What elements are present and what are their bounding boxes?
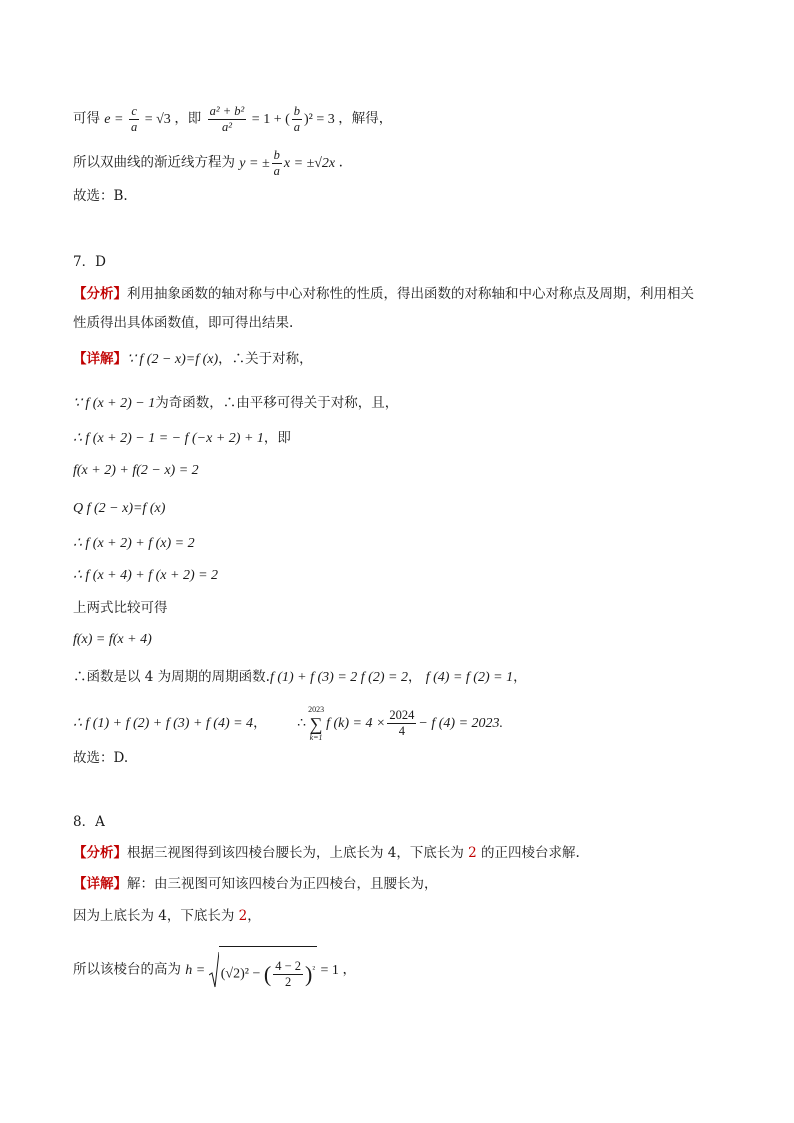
q8-detail-line-2 xyxy=(73,906,261,926)
q8-heading: 8．A xyxy=(73,814,105,830)
radical-sign-icon xyxy=(209,951,219,989)
q8-analysis-red: 2 xyxy=(468,845,477,861)
q6-answer: 故选：B. xyxy=(73,188,128,204)
q7-analysis-tag: 【分析】 xyxy=(73,286,127,302)
q7-d3-math: ∴ f (x + 2) − 1 = − f (−x + 2) + 1 xyxy=(73,431,264,446)
q6-frac-den: a xyxy=(130,120,138,134)
q6-frac-den2: a² xyxy=(221,120,232,134)
q7-detail-line-7 xyxy=(73,565,218,586)
q8-rad-inner: (√2)² − xyxy=(220,966,261,982)
q7-d6-math: ∴ f (x + 2) + f (x) = 2 xyxy=(73,536,195,551)
q8-line2-b: ， xyxy=(247,908,261,924)
q6-eccentricity-formula xyxy=(104,104,174,134)
q7-sigma-bottom: k=1 xyxy=(309,732,323,742)
q7-d10-text-b: ， xyxy=(407,669,422,685)
q7-d10-math-a: f (1) + f (3) = 2 f (2) = 2 xyxy=(269,670,408,685)
q7-sigma-symbol: ∑ xyxy=(309,713,323,734)
q7-sum-therefore: ∴ xyxy=(297,716,307,731)
q7-d3-text: ，即 xyxy=(263,430,291,446)
q6-asymptote-formula xyxy=(239,148,338,178)
q8-detail-text-1: 解：由三视图可知该四棱台为正四棱台，且腰长为， xyxy=(127,876,438,892)
q6-e-eq: e = xyxy=(104,111,124,127)
q8-detail-tag: 【详解】 xyxy=(73,876,127,892)
q7-detail-line-11 xyxy=(73,703,503,744)
q7-d10-text-c: ， xyxy=(513,669,527,685)
q8-paren-left: ( xyxy=(263,961,272,987)
q8-height-formula xyxy=(185,958,342,989)
q7-d2-math: ∵ f (x + 2) − 1 xyxy=(73,396,156,411)
q6-ratio-formula xyxy=(206,104,339,134)
q8-line2-a: 因为上底长为 4，下底长为 xyxy=(73,908,239,924)
q6-eq-rest2: )² = 3 xyxy=(304,111,335,127)
q6-text-mid: ，即 xyxy=(174,110,202,127)
q6-line-1 xyxy=(73,104,392,135)
q6-x-sqrt2: x = ±√2x xyxy=(283,155,336,171)
q7-sum-formula xyxy=(297,704,504,742)
q7-d7-math: ∴ f (x + 4) + f (x + 2) = 2 xyxy=(73,568,219,583)
q6-asymptote-text: 所以双曲线的渐近线方程为 xyxy=(73,154,235,171)
q7-frac-den: 4 xyxy=(398,724,406,739)
q7-d1-math: ∵ f (2 − x)=f (x) xyxy=(127,352,219,367)
q7-sum-body: f (k) = 4 × xyxy=(326,716,386,731)
q6-text: 可得 xyxy=(73,110,100,127)
q6-frac-den4: a xyxy=(273,164,280,178)
q7-d2-text: 为奇函数，∴由平移可得关于对称，且， xyxy=(155,395,399,411)
q7-d5-math: Q f (2 − x)=f (x) xyxy=(73,501,166,516)
q8-analysis-text-a: 根据三视图得到该四棱台腰长为，上底长为 4，下底长为 xyxy=(127,845,469,861)
q6-frac-num4: b xyxy=(273,148,280,162)
q8-radicand xyxy=(219,946,317,995)
q6-period: . xyxy=(338,154,343,171)
q8-line2-red: 2 xyxy=(238,908,248,924)
q8-frac-den: 2 xyxy=(284,974,292,989)
q7-d10-math-b: f (4) = f (2) = 1 xyxy=(425,670,514,685)
q6-line-2 xyxy=(73,148,343,179)
q7-d11-math-a: ∴ f (1) + f (2) + f (3) + f (4) = 4 xyxy=(73,716,254,731)
q7-sigma xyxy=(308,705,324,743)
q6-frac-c-a xyxy=(129,104,139,135)
q8-detail-line-1 xyxy=(73,874,438,894)
q6-frac-b-a-2 xyxy=(272,148,282,179)
q7-detail-line-5 xyxy=(73,498,165,519)
q7-answer: 故选：D. xyxy=(73,750,129,766)
q7-analysis-line-2: 性质得出具体函数值，即可得出结果. xyxy=(73,315,294,331)
q7-frac-num: 2024 xyxy=(389,708,415,723)
q8-analysis-text-b: 的正四棱台求解. xyxy=(476,845,580,861)
q6-frac-num3: b xyxy=(293,104,300,118)
q8-frac-num: 4 − 2 xyxy=(275,958,301,973)
q6-frac-a2b2 xyxy=(208,104,247,135)
q7-detail-line-4 xyxy=(73,460,199,481)
q8-square: ² xyxy=(312,964,316,974)
q8-frac xyxy=(273,959,303,990)
q8-height-text: 所以该棱台的高为 xyxy=(73,961,181,978)
q6-frac-num2: a² + b² xyxy=(209,104,245,118)
q7-heading: 7．D xyxy=(73,254,106,270)
q7-detail-line-9 xyxy=(73,629,152,650)
q6-y-pm: y = ± xyxy=(239,155,270,171)
q8-detail-line-3 xyxy=(73,946,356,995)
q7-d11-text: ， xyxy=(253,715,267,731)
q7-sum-end: − f (4) = 2023. xyxy=(418,716,504,731)
q7-d9-math: f(x) = f(x + 4) xyxy=(73,632,152,647)
q6-frac-num: c xyxy=(129,104,139,120)
q7-detail-line-1 xyxy=(73,349,313,370)
q7-d4-math: f(x + 2) + f(2 − x) = 2 xyxy=(73,463,199,478)
q6-frac-b-a xyxy=(292,104,302,135)
q8-line3-end: ， xyxy=(342,961,356,978)
q8-paren-right: ) xyxy=(305,961,313,987)
q6-text-end: ，解得， xyxy=(338,110,393,127)
q8-radical xyxy=(209,946,317,995)
q7-detail-line-3 xyxy=(73,428,291,449)
q7-sigma-top: 2023 xyxy=(308,704,325,714)
q7-d1-text: ，∴关于对称， xyxy=(218,351,313,367)
q7-detail-line-10 xyxy=(73,667,527,688)
q8-analysis-tag: 【分析】 xyxy=(73,845,127,861)
q7-analysis-text-1: 利用抽象函数的轴对称与中心对称性的性质，得出函数的对称轴和中心对称点及周期，利用相关 xyxy=(127,286,694,302)
q7-detail-line-8: 上两式比较可得 xyxy=(73,600,168,616)
q7-d10-text-a: ∴函数是以 4 为周期的周期函数. xyxy=(73,669,270,685)
q6-sqrt3: = √3 xyxy=(144,111,171,127)
q7-analysis-line-1 xyxy=(73,284,694,304)
q7-detail-tag: 【详解】 xyxy=(73,351,127,367)
q8-analysis-line xyxy=(73,843,580,863)
q7-detail-line-6 xyxy=(73,533,195,554)
q8-h-result: = 1 xyxy=(320,962,339,978)
q8-h-eq: h = xyxy=(185,962,206,978)
q7-detail-line-2 xyxy=(73,393,398,414)
q6-eq-rest1: = 1 + ( xyxy=(251,111,290,127)
q6-frac-den3: a xyxy=(293,120,300,134)
q7-frac-2024-4 xyxy=(387,708,416,739)
